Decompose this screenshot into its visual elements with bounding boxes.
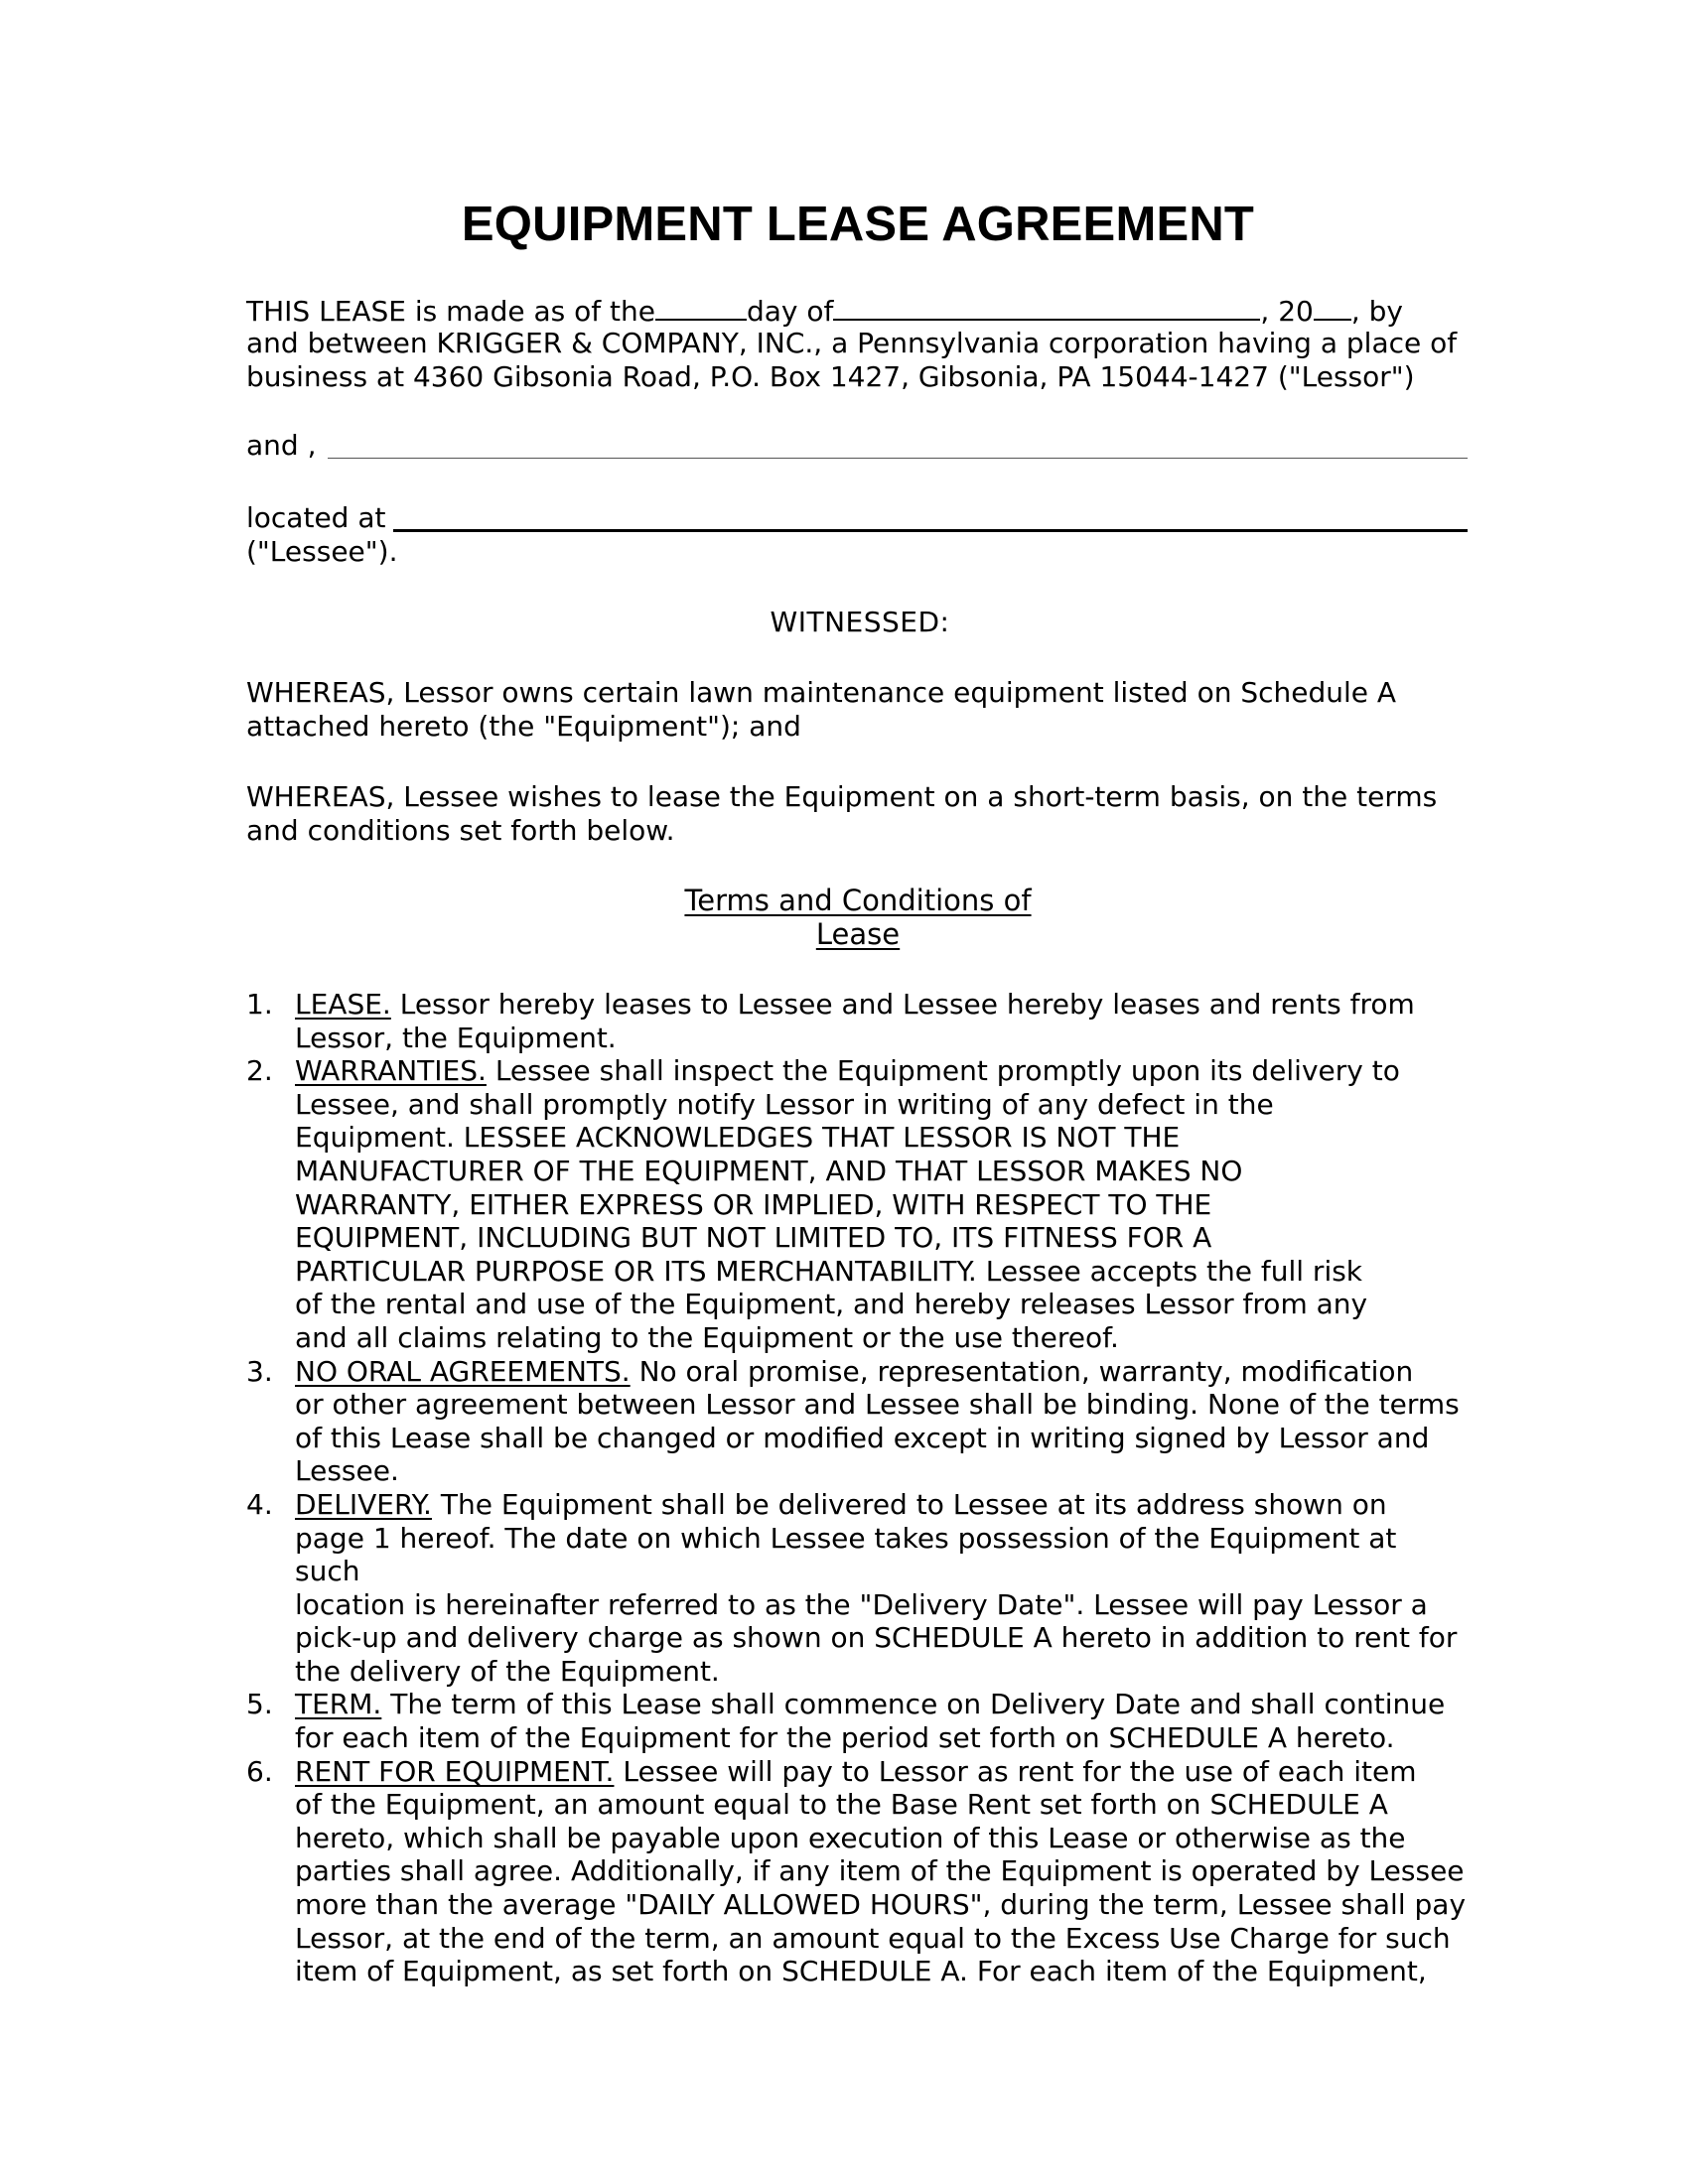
witnessed-heading: WITNESSED: (770, 606, 950, 638)
clause-heading: NO ORAL AGREEMENTS. (295, 1354, 631, 1388)
clause-text: page 1 hereof. The date on which Lessee takes possession of the Equipment at such (295, 1521, 1397, 1588)
clause-text: of the Equipment, an amount equal to the Base Rent set forth on SCHEDULE A (295, 1788, 1388, 1822)
clause-heading: DELIVERY. (295, 1487, 432, 1521)
clause-heading: LEASE. (295, 988, 391, 1021)
whereas-paragraph-1 (246, 676, 1470, 744)
whereas-2-line: WHEREAS, Lessee wishes to lease the Equipment on a short-term basis, on the terms (246, 780, 1438, 813)
clause-list (246, 988, 1470, 1988)
clause-number: 6. (246, 1754, 273, 1788)
clause-number: 1. (246, 988, 273, 1021)
clause-number: 2. (246, 1054, 273, 1088)
intro-line-1 (246, 293, 1470, 327)
document-title: EQUIPMENT LEASE AGREEMENT (461, 198, 1255, 251)
clause-warranties (246, 1054, 1470, 1354)
intro-text-d: , by (1350, 295, 1403, 328)
clause-text: pick-up and delivery charge as shown on SCHEDULE A hereto in addition to rent for (295, 1621, 1458, 1655)
located-at-label: located at (246, 501, 386, 534)
intro-text-a: THIS LEASE is made as of the (246, 295, 655, 328)
whereas-1-line: attached hereto (the "Equipment"); and (246, 710, 801, 743)
clause-text: The Equipment shall be delivered to Lessee at its address shown on (431, 1487, 1387, 1521)
day-blank-field[interactable] (655, 293, 747, 321)
clause-text: and all claims relating to the Equipment or the use thereof. (295, 1320, 1119, 1354)
clause-number: 5. (246, 1688, 273, 1721)
and-party-row (246, 429, 1470, 463)
lessee-name-line[interactable] (328, 458, 1468, 459)
intro-paragraph (246, 293, 1470, 394)
clause-heading: RENT FOR EQUIPMENT. (295, 1754, 615, 1788)
located-at-row (246, 501, 1470, 535)
clause-text: WARRANTY, EITHER EXPRESS OR IMPLIED, WITH RESPECT TO THE (295, 1187, 1212, 1221)
clause-text: Lessee. (295, 1454, 399, 1488)
clause-heading: TERM. (295, 1688, 382, 1721)
clause-text: Lessor hereby leases to Lessee and Lessee hereby leases and rents from (390, 988, 1415, 1021)
clause-text: parties shall agree. Additionally, if any item of the Equipment is operated by Lessee (295, 1854, 1465, 1888)
clause-term (246, 1688, 1470, 1754)
clause-text: PARTICULAR PURPOSE OR ITS MERCHANTABILITY. Lessee accepts the full risk (295, 1254, 1363, 1288)
clause-text: Lessee, and shall promptly notify Lessor in writing of any defect in the (295, 1087, 1274, 1121)
clause-text: hereto, which shall be payable upon execution of this Lease or otherwise as the (295, 1821, 1406, 1854)
intro-line-2: and between KRIGGER & COMPANY, INC., a Pennsylvania corporation having a place of (246, 327, 1458, 359)
clause-text: location is hereinafter referred to as the "Delivery Date". Lessee will pay Lessor a (295, 1587, 1428, 1621)
clause-text: item of Equipment, as set forth on SCHEDULE A. For each item of the Equipment, (295, 1955, 1427, 1988)
clause-text: No oral promise, representation, warranty, modification (630, 1354, 1414, 1388)
clause-heading: WARRANTIES. (295, 1054, 487, 1088)
and-label: and , (246, 429, 317, 462)
year-blank-field[interactable] (1314, 293, 1351, 321)
clause-lease (246, 988, 1470, 1054)
clause-no-oral-agreements (246, 1355, 1470, 1488)
lessee-address-line[interactable] (393, 529, 1468, 532)
terms-heading (246, 884, 1470, 951)
clause-number: 4. (246, 1487, 273, 1521)
clause-text: for each item of the Equipment for the period set forth on SCHEDULE A hereto. (295, 1721, 1395, 1755)
terms-heading-line: Terms and Conditions of (684, 884, 1032, 917)
clause-rent-for-equipment (246, 1755, 1470, 1988)
clause-text: EQUIPMENT, INCLUDING BUT NOT LIMITED TO, ITS FITNESS FOR A (295, 1221, 1212, 1255)
clause-text: Lessor, at the end of the term, an amount equal to the Excess Use Charge for such (295, 1921, 1451, 1955)
clause-text: Lessee shall inspect the Equipment promptly upon its delivery to (486, 1054, 1400, 1088)
whereas-2-line: and conditions set forth below. (246, 814, 675, 847)
clause-text: Lessor, the Equipment. (295, 1021, 617, 1054)
clause-text: MANUFACTURER OF THE EQUIPMENT, AND THAT LESSOR MAKES NO (295, 1154, 1243, 1187)
lessee-label: ("Lessee"). (246, 535, 398, 568)
intro-line-3: business at 4360 Gibsonia Road, P.O. Box 1427, Gibsonia, PA 15044-1427 ("Lessor") (246, 360, 1415, 393)
clause-text: The term of this Lease shall commence on Delivery Date and shall continue (381, 1688, 1446, 1721)
clause-delivery (246, 1488, 1470, 1689)
clause-text: of this Lease shall be changed or modified except in writing signed by Lessor and (295, 1421, 1430, 1454)
clause-text: more than the average "DAILY ALLOWED HOURS", during the term, Lessee shall pay (295, 1888, 1467, 1922)
clause-text: Equipment. LESSEE ACKNOWLEDGES THAT LESSOR IS NOT THE (295, 1121, 1181, 1155)
clause-text: of the rental and use of the Equipment, and hereby releases Lessor from any (295, 1288, 1368, 1321)
clause-number: 3. (246, 1354, 273, 1388)
whereas-1-line: WHEREAS, Lessor owns certain lawn maintenance equipment listed on Schedule A (246, 676, 1397, 709)
intro-text-b: day of (747, 295, 834, 328)
terms-heading-line: Lease (815, 917, 901, 951)
intro-text-c: , 20 (1260, 295, 1314, 328)
month-blank-field[interactable] (833, 293, 1260, 321)
clause-text: or other agreement between Lessor and Lessee shall be binding. None of the terms (295, 1388, 1460, 1422)
clause-text: Lessee will pay to Lessor as rent for the use of each item (614, 1754, 1417, 1788)
whereas-paragraph-2 (246, 780, 1470, 848)
clause-text: the delivery of the Equipment. (295, 1654, 720, 1688)
